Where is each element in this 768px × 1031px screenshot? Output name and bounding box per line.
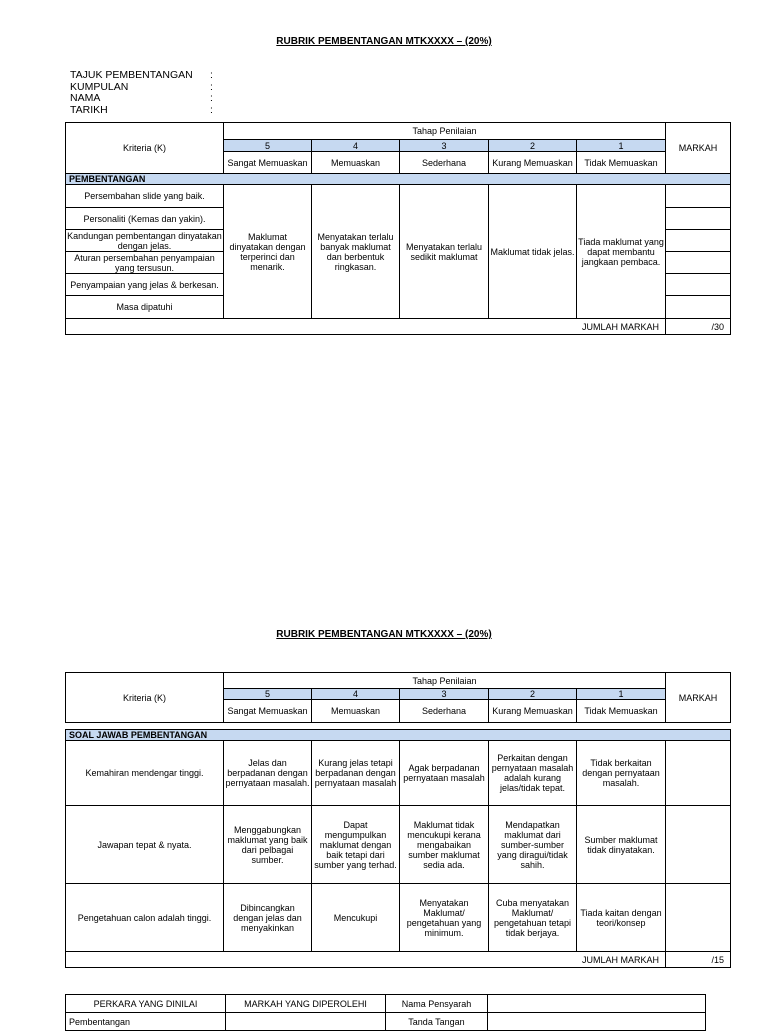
level-2: 2: [489, 140, 577, 152]
level-1: 1: [577, 689, 666, 700]
criterion-cell: Kemahiran mendengar tinggi.: [66, 741, 224, 806]
total-label: JUMLAH MARKAH: [66, 319, 666, 335]
markah-cell[interactable]: [666, 741, 731, 806]
rubric2-title: RUBRIK PEMBENTANGAN MTKXXXX – (20%): [276, 629, 492, 640]
level-text-5: Jelas dan berpadanan dengan pernyataan masalah.: [224, 741, 312, 806]
criterion-cell: Jawapan tepat & nyata.: [66, 806, 224, 884]
info-row-kumpulan: KUMPULAN :: [70, 80, 213, 93]
level-3: 3: [400, 140, 489, 152]
level-text-2: Cuba menyatakan Maklumat/ pengetahuan tetapi tidak berjaya.: [489, 884, 577, 952]
level-text-1: Sumber maklumat tidak dinyatakan.: [577, 806, 666, 884]
criterion-cell: Penyampaian yang jelas & berkesan.: [66, 274, 224, 296]
level-text-3: Menyatakan terlalu sedikit maklumat: [400, 185, 489, 319]
level-text-4: Kurang jelas tetapi berpadanan dengan pernyataan masalah: [312, 741, 400, 806]
level-text-1: Tidak berkaitan dengan pernyataan masalah.: [577, 741, 666, 806]
rubric1-title: RUBRIK PEMBENTANGAN MTKXXXX – (20%): [276, 36, 492, 47]
summary-table: [65, 994, 706, 1031]
criterion-cell: Pengetahuan calon adalah tinggi.: [66, 884, 224, 952]
level-desc-3: Sederhana: [400, 152, 489, 174]
level-text-5: Dibincangkan dengan jelas dan menyakinkan: [224, 884, 312, 952]
summary-header-pensyarah: Nama Pensyarah: [386, 995, 488, 1013]
level-text-5: Menggabungkan maklumat yang baik dari pelbagai sumber.: [224, 806, 312, 884]
info-row-tarikh: TARIKH :: [70, 103, 213, 116]
summary-header-perkara: PERKARA YANG DINILAI: [66, 995, 226, 1013]
criterion-cell: Aturan persembahan penyampaian yang tersusun.: [66, 252, 224, 274]
rubric2-table: [65, 672, 731, 968]
tahap-header: Tahap Penilaian: [224, 123, 666, 140]
markah-cell[interactable]: [666, 806, 731, 884]
level-desc-2: Kurang Memuaskan: [489, 152, 577, 174]
level-3: 3: [400, 689, 489, 700]
level-1: 1: [577, 140, 666, 152]
summary-sign-label: Tanda Tangan: [386, 1013, 488, 1031]
level-desc-5: Sangat Memuaskan: [224, 152, 312, 174]
level-text-1: Tiada maklumat yang dapat membantu jangkaan pembaca.: [577, 185, 666, 319]
level-text-4: Menyatakan terlalu banyak maklumat dan berbentuk ringkasan.: [312, 185, 400, 319]
level-text-3: Agak berpadanan pernyataan masalah: [400, 741, 489, 806]
total-value: /30: [666, 319, 731, 335]
summary-markah-field[interactable]: [226, 1013, 386, 1031]
level-desc-4: Memuaskan: [312, 700, 400, 723]
pensyarah-name-field[interactable]: [488, 995, 706, 1013]
level-desc-4: Memuaskan: [312, 152, 400, 174]
markah-cell[interactable]: [666, 208, 731, 230]
section-pembentangan: PEMBENTANGAN: [66, 174, 731, 185]
level-desc-2: Kurang Memuaskan: [489, 700, 577, 723]
level-text-5: Maklumat dinyatakan dengan terperinci dan menarik.: [224, 185, 312, 319]
level-5: 5: [224, 140, 312, 152]
level-text-4: Mencukupi: [312, 884, 400, 952]
level-2: 2: [489, 689, 577, 700]
total-value: /15: [666, 952, 731, 968]
markah-cell[interactable]: [666, 230, 731, 252]
markah-cell[interactable]: [666, 185, 731, 208]
criterion-cell: Personaliti (Kemas dan yakin).: [66, 208, 224, 230]
level-4: 4: [312, 689, 400, 700]
markah-cell[interactable]: [666, 884, 731, 952]
level-text-3: Maklumat tidak mencukupi kerana mengabaikan sumber maklumat sedia ada.: [400, 806, 489, 884]
level-5: 5: [224, 689, 312, 700]
signature-field[interactable]: [488, 1013, 706, 1031]
markah-header: MARKAH: [666, 673, 731, 723]
level-text-2: Maklumat tidak jelas.: [489, 185, 577, 319]
level-text-1: Tiada kaitan dengan teori/konsep: [577, 884, 666, 952]
markah-cell[interactable]: [666, 296, 731, 319]
rubric1-table: [65, 122, 731, 335]
info-row-tajuk: TAJUK PEMBENTANGAN :: [70, 69, 213, 81]
summary-header-markah: MARKAH YANG DIPEROLEHI: [226, 995, 386, 1013]
criterion-cell: Persembahan slide yang baik.: [66, 185, 224, 208]
level-text-2: Mendapatkan maklumat dari sumber-sumber yang diragui/tidak sahih.: [489, 806, 577, 884]
level-4: 4: [312, 140, 400, 152]
markah-cell[interactable]: [666, 252, 731, 274]
info-block: [70, 70, 213, 116]
markah-cell[interactable]: [666, 274, 731, 296]
level-desc-1: Tidak Memuaskan: [577, 152, 666, 174]
total-label: JUMLAH MARKAH: [66, 952, 666, 968]
criterion-cell: Masa dipatuhi: [66, 296, 224, 319]
level-desc-5: Sangat Memuaskan: [224, 700, 312, 723]
summary-row-label: Pembentangan: [66, 1013, 226, 1031]
criterion-cell: Kandungan pembentangan dinyatakan dengan jelas.: [67, 230, 222, 251]
kriteria-header: Kriteria (K): [66, 123, 224, 174]
kriteria-header: Kriteria (K): [66, 673, 224, 723]
level-desc-3: Sederhana: [400, 700, 489, 723]
section-soal-jawab: SOAL JAWAB PEMBENTANGAN: [66, 730, 731, 741]
level-text-3: Menyatakan Maklumat/ pengetahuan yang minimum.: [400, 884, 489, 952]
level-text-4: Dapat mengumpulkan maklumat dengan baik tetapi dari sumber yang terhad.: [312, 806, 400, 884]
tahap-header: Tahap Penilaian: [224, 673, 666, 689]
info-row-nama: NAMA :: [70, 92, 213, 104]
markah-header: MARKAH: [666, 123, 731, 174]
level-text-2: Perkaitan dengan pernyataan masalah adalah kurang jelas/tidak tepat.: [489, 741, 577, 806]
level-desc-1: Tidak Memuaskan: [577, 700, 666, 723]
